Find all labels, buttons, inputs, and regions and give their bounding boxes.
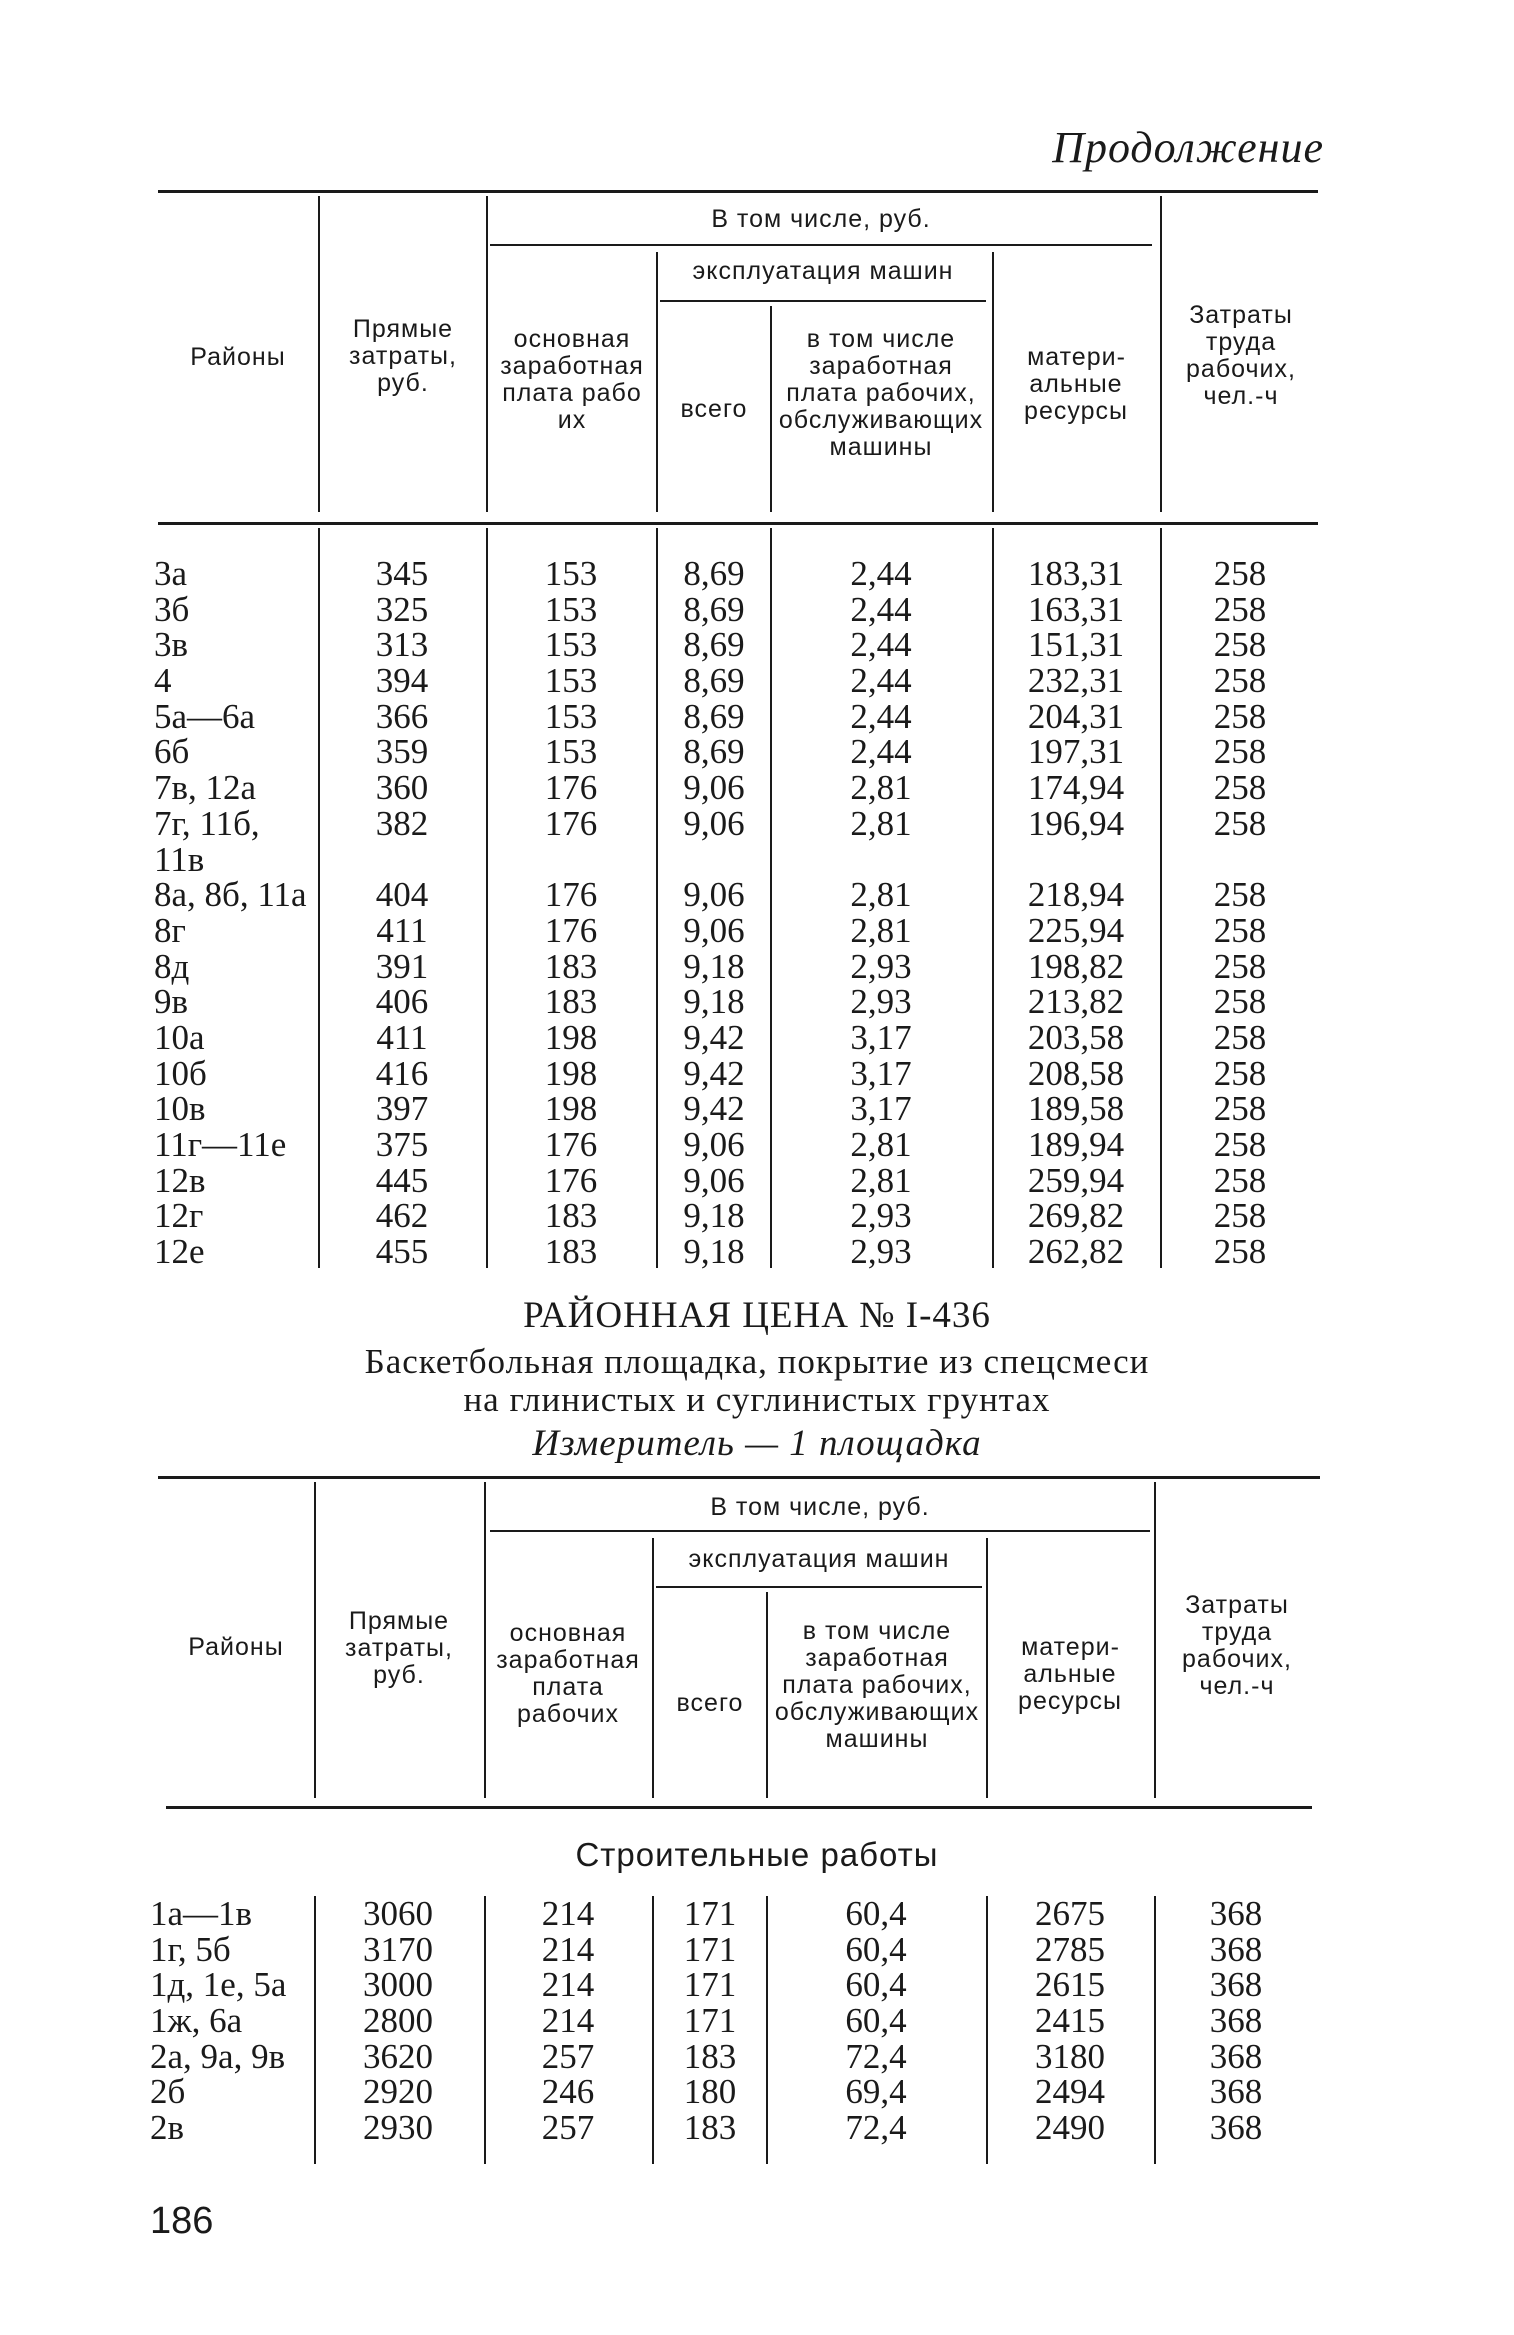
table-cell: 258 (1213, 768, 1267, 808)
table-cell: 1а—1в (150, 1894, 253, 1933)
table-cell: 9в (154, 982, 189, 1022)
table-cell: 8,69 (683, 625, 745, 665)
table-cell: 397 (375, 1089, 429, 1129)
table-cell: 9,42 (683, 1089, 745, 1129)
table-cell: 3620 (363, 2036, 433, 2076)
table-cell: 198,82 (1027, 946, 1125, 986)
table-cell: 2,93 (850, 1196, 912, 1236)
table-cell: 8,69 (683, 589, 745, 629)
table-cell: 3а (154, 554, 188, 593)
table-cell: 9,18 (683, 982, 745, 1022)
table-cell: 1ж, 6а (150, 2001, 243, 2041)
table-cell: 2800 (363, 2001, 433, 2041)
table-cell: 258 (1213, 625, 1267, 665)
table-cell: 3,17 (850, 1017, 912, 1057)
table-cell: 214 (541, 2001, 595, 2041)
table-1-top-rule (158, 190, 1318, 193)
table-cell: 2а, 9а, 9в (150, 2036, 286, 2076)
table-cell: 9,06 (683, 768, 745, 808)
table-cell: 2930 (363, 2108, 433, 2148)
page-number: 186 (150, 2200, 214, 2242)
table-cell: 406 (375, 982, 429, 1022)
table-cell: 2,81 (850, 910, 912, 950)
table-cell: 258 (1213, 589, 1267, 629)
table-cell: 10в (154, 1089, 206, 1129)
table-cell: 368 (1209, 2108, 1263, 2148)
section-subtitle-2: на глинистых и суглинистых грунтах (463, 1380, 1051, 1419)
table-cell: 391 (375, 946, 429, 986)
table-cell: 153 (544, 554, 598, 593)
table-cell: 176 (544, 875, 598, 915)
table-cell: 12в (154, 1160, 206, 1200)
table-cell: 368 (1209, 2072, 1263, 2112)
table-cell: 198 (544, 1017, 598, 1057)
table-cell: 345 (375, 554, 429, 593)
table-cell: 171 (683, 1929, 737, 1969)
table-cell: 2,44 (850, 732, 912, 772)
table-cell: 404 (375, 875, 429, 915)
table-cell: 183 (683, 2108, 737, 2148)
table-cell: 8,69 (683, 732, 745, 772)
table-cell: 208,58 (1027, 1053, 1125, 1093)
table-cell: 2,81 (850, 803, 912, 843)
table-1-including-rule (490, 244, 1152, 246)
table-cell: 258 (1213, 982, 1267, 1022)
table-cell: 183 (544, 946, 598, 986)
table-cell: 411 (376, 910, 428, 950)
table-cell: 3б (154, 589, 190, 629)
table-cell: 3в (154, 625, 189, 665)
table-cell: 258 (1213, 910, 1267, 950)
table-cell: 189,94 (1027, 1125, 1125, 1164)
table-cell: 1д, 1е, 5а (150, 1965, 287, 2005)
table-cell: 180 (683, 2072, 737, 2112)
table-cell: 218,94 (1027, 875, 1125, 915)
table-cell: 262,82 (1027, 1232, 1125, 1272)
table-cell: 7в, 12а (154, 768, 257, 808)
table-cell (996, 842, 1156, 878)
table-cell: 9,06 (683, 803, 745, 843)
table-cell: 360 (375, 768, 429, 808)
table-2-labor-column (1158, 1896, 1314, 2146)
table-cell: 257 (541, 2108, 595, 2148)
table-cell: 8а, 8б, 11а (154, 875, 307, 915)
table-cell: 258 (1213, 1196, 1267, 1236)
table-cell: 2,93 (850, 982, 912, 1022)
table-cell: 455 (375, 1232, 429, 1272)
section-measure: Измеритель — 1 площадка (532, 1423, 982, 1464)
header-including: В том числе, руб. (711, 205, 931, 233)
header-base-wage-2: основная заработная плата рабочих (496, 1619, 640, 1728)
table-cell: 258 (1213, 1125, 1267, 1164)
header-including-2: В том числе, руб. (710, 1493, 930, 1521)
header-machine-operation: эксплуатация машин (692, 257, 954, 285)
table-cell: 198 (544, 1053, 598, 1093)
table-cell: 368 (1209, 2001, 1263, 2041)
table-2-wage-column (488, 1896, 648, 2146)
table-cell: 2,81 (850, 1160, 912, 1200)
table-cell (774, 842, 988, 878)
table-2-subheading: Строительные работы (575, 1836, 939, 1873)
table-cell: 163,31 (1027, 589, 1125, 629)
table-cell: 197,31 (1027, 732, 1125, 772)
table-cell: 2,81 (850, 1125, 912, 1164)
table-cell: 2,44 (850, 625, 912, 665)
table-cell (1164, 842, 1316, 878)
table-cell: 258 (1213, 661, 1267, 701)
table-cell: 9,18 (683, 946, 745, 986)
table-cell: 203,58 (1027, 1017, 1125, 1057)
table-cell: 183 (544, 1196, 598, 1236)
table-cell: 9,18 (683, 1196, 745, 1236)
table-cell: 246 (541, 2072, 595, 2112)
table-cell: 2,93 (850, 1232, 912, 1272)
header-machine-wages-2: в том числе заработная плата рабочих, обслуживающих машины (774, 1617, 980, 1753)
table-cell: 10а (154, 1017, 205, 1057)
table-cell: 375 (375, 1125, 429, 1164)
table-cell: 9,06 (683, 910, 745, 950)
table-cell: 5а—6а (154, 696, 256, 736)
table-cell: 153 (544, 625, 598, 665)
table-cell: 258 (1213, 1232, 1267, 1272)
table-cell: 445 (375, 1160, 429, 1200)
table-cell: 368 (1209, 2036, 1263, 2076)
table-2-materials-column (990, 1896, 1150, 2146)
table-cell: 3170 (363, 1929, 433, 1969)
table-cell: 7г, 11б, (154, 803, 260, 843)
table-cell: 60,4 (845, 2001, 907, 2041)
table-cell: 11г—11е (154, 1125, 287, 1164)
table-cell: 325 (375, 589, 429, 629)
table-1-regions-column (154, 556, 318, 1270)
table-cell: 259,94 (1027, 1160, 1125, 1200)
table-cell: 60,4 (845, 1894, 907, 1933)
table-cell: 258 (1213, 554, 1267, 593)
table-cell: 10б (154, 1053, 207, 1093)
table-cell: 3060 (363, 1894, 433, 1933)
table-cell: 12г (154, 1196, 204, 1236)
table-cell: 2785 (1035, 1929, 1105, 1969)
table-cell: 258 (1213, 1089, 1267, 1129)
table-2-header-rule (166, 1806, 1312, 1809)
table-1-header-rule (158, 522, 1318, 525)
table-cell: 1г, 5б (150, 1929, 231, 1969)
table-cell (490, 842, 652, 878)
table-cell: 9,18 (683, 1232, 745, 1272)
header-direct-costs: Прямые затраты, руб. (349, 315, 457, 397)
table-cell: 189,58 (1027, 1089, 1125, 1129)
table-cell: 258 (1213, 696, 1267, 736)
header-regions-2: Районы (188, 1633, 284, 1661)
table-1-wage-column (490, 556, 652, 1270)
table-cell: 176 (544, 768, 598, 808)
table-cell: 176 (544, 1125, 598, 1164)
table-cell: 153 (544, 661, 598, 701)
header-base-wage: основная заработная плата рабо их (500, 325, 644, 434)
table-cell: 257 (541, 2036, 595, 2076)
table-cell: 368 (1209, 1929, 1263, 1969)
table-cell: 258 (1213, 803, 1267, 843)
table-cell: 4 (154, 661, 172, 701)
table-cell: 8,69 (683, 661, 745, 701)
table-1-machine-wages-column (774, 556, 988, 1270)
section-subtitle-1: Баскетбольная площадка, покрытие из спецсмеси (364, 1342, 1150, 1381)
table-2-regions-column (150, 1896, 314, 2146)
table-cell: 183 (683, 2036, 737, 2076)
table-cell: 9,06 (683, 875, 745, 915)
table-cell: 9,42 (683, 1053, 745, 1093)
table-2-machines-total-column (656, 1896, 764, 2146)
table-cell: 214 (541, 1965, 595, 2005)
table-cell: 171 (683, 1894, 737, 1933)
table-cell: 171 (683, 2001, 737, 2041)
table-cell: 411 (376, 1017, 428, 1057)
table-cell: 11в (154, 839, 205, 879)
table-cell: 269,82 (1027, 1196, 1125, 1236)
table-cell: 60,4 (845, 1929, 907, 1969)
header-regions: Районы (190, 343, 286, 371)
header-materials: материальные ресурсы (1024, 343, 1128, 425)
table-cell: 9,06 (683, 1160, 745, 1200)
table-cell: 3,17 (850, 1089, 912, 1129)
continuation-label: Продолжение (1052, 123, 1324, 172)
table-cell: 313 (375, 625, 429, 665)
table-cell: 225,94 (1027, 910, 1125, 950)
table-cell: 176 (544, 910, 598, 950)
table-cell: 382 (375, 803, 429, 843)
table-1-machines-rule (660, 300, 986, 302)
table-cell: 366 (375, 696, 429, 736)
header-labor-2: Затраты труда рабочих, чел.-ч (1182, 1591, 1292, 1700)
table-cell (660, 842, 768, 878)
table-cell: 368 (1209, 1965, 1263, 2005)
table-cell: 416 (375, 1053, 429, 1093)
table-cell: 2,81 (850, 768, 912, 808)
table-cell: 2615 (1035, 1965, 1105, 2005)
table-cell: 6б (154, 732, 190, 772)
table-cell: 2490 (1035, 2108, 1105, 2148)
header-machine-wages: в том числе заработная плата рабочих, обслуживающих машины (778, 325, 984, 461)
header-direct-costs-2: Прямые затраты, руб. (345, 1607, 453, 1689)
table-cell: 69,4 (845, 2072, 907, 2112)
table-cell: 213,82 (1027, 982, 1125, 1022)
table-cell: 2,44 (850, 554, 912, 593)
table-cell: 214 (541, 1929, 595, 1969)
table-cell: 204,31 (1027, 696, 1125, 736)
header-machine-operation-2: эксплуатация машин (688, 1545, 950, 1573)
table-cell: 176 (544, 803, 598, 843)
table-cell: 151,31 (1027, 625, 1125, 665)
table-cell: 258 (1213, 732, 1267, 772)
table-cell: 3000 (363, 1965, 433, 2005)
table-cell: 8д (154, 946, 190, 986)
table-cell: 8,69 (683, 554, 745, 593)
table-cell: 258 (1213, 1053, 1267, 1093)
table-cell: 12е (154, 1232, 205, 1272)
table-cell: 2в (150, 2108, 185, 2148)
table-cell: 153 (544, 589, 598, 629)
table-cell: 60,4 (845, 1965, 907, 2005)
table-cell: 9,42 (683, 1017, 745, 1057)
table-1-direct-column (322, 556, 482, 1270)
table-2-top-rule (158, 1476, 1320, 1479)
table-cell: 3180 (1035, 2036, 1105, 2076)
table-cell: 368 (1209, 1894, 1263, 1933)
header-total-2: всего (676, 1689, 744, 1717)
table-cell: 72,4 (845, 2036, 907, 2076)
table-cell: 2415 (1035, 2001, 1105, 2041)
table-cell: 8г (154, 910, 186, 950)
table-cell (322, 842, 482, 878)
table-2-machine-wages-column (770, 1896, 982, 2146)
table-cell: 232,31 (1027, 661, 1125, 701)
table-cell: 198 (544, 1089, 598, 1129)
table-cell: 258 (1213, 1017, 1267, 1057)
table-cell: 153 (544, 696, 598, 736)
table-cell: 3,17 (850, 1053, 912, 1093)
header-labor: Затраты труда рабочих, чел.-ч (1186, 301, 1296, 410)
table-cell: 2,44 (850, 589, 912, 629)
table-cell: 2,44 (850, 661, 912, 701)
table-cell: 176 (544, 1160, 598, 1200)
table-1-machines-total-column (660, 556, 768, 1270)
table-cell: 2,93 (850, 946, 912, 986)
table-cell: 183,31 (1027, 554, 1125, 593)
table-cell: 214 (541, 1894, 595, 1933)
table-cell: 359 (375, 732, 429, 772)
table-cell: 174,94 (1027, 768, 1125, 808)
table-cell: 258 (1213, 875, 1267, 915)
table-cell: 258 (1213, 1160, 1267, 1200)
header-total: всего (680, 395, 748, 423)
table-cell: 2,44 (850, 696, 912, 736)
header-materials-2: материальные ресурсы (1018, 1633, 1122, 1715)
table-cell: 2б (150, 2072, 186, 2112)
table-cell: 2920 (363, 2072, 433, 2112)
table-cell: 153 (544, 732, 598, 772)
section-title: РАЙОННАЯ ЦЕНА № I-436 (523, 1295, 991, 1336)
table-cell: 258 (1213, 946, 1267, 986)
table-cell: 171 (683, 1965, 737, 2005)
table-cell: 394 (375, 661, 429, 701)
table-cell: 462 (375, 1196, 429, 1236)
table-2-direct-column (318, 1896, 478, 2146)
table-cell: 183 (544, 1232, 598, 1272)
table-cell: 9,06 (683, 1125, 745, 1164)
table-cell: 8,69 (683, 696, 745, 736)
table-cell: 183 (544, 982, 598, 1022)
table-cell: 2,81 (850, 875, 912, 915)
table-1-materials-column (996, 556, 1156, 1270)
table-1-labor-column (1164, 556, 1316, 1270)
table-cell: 2494 (1035, 2072, 1105, 2112)
table-cell: 72,4 (845, 2108, 907, 2148)
table-cell: 2675 (1035, 1894, 1105, 1933)
table-cell: 196,94 (1027, 803, 1125, 843)
